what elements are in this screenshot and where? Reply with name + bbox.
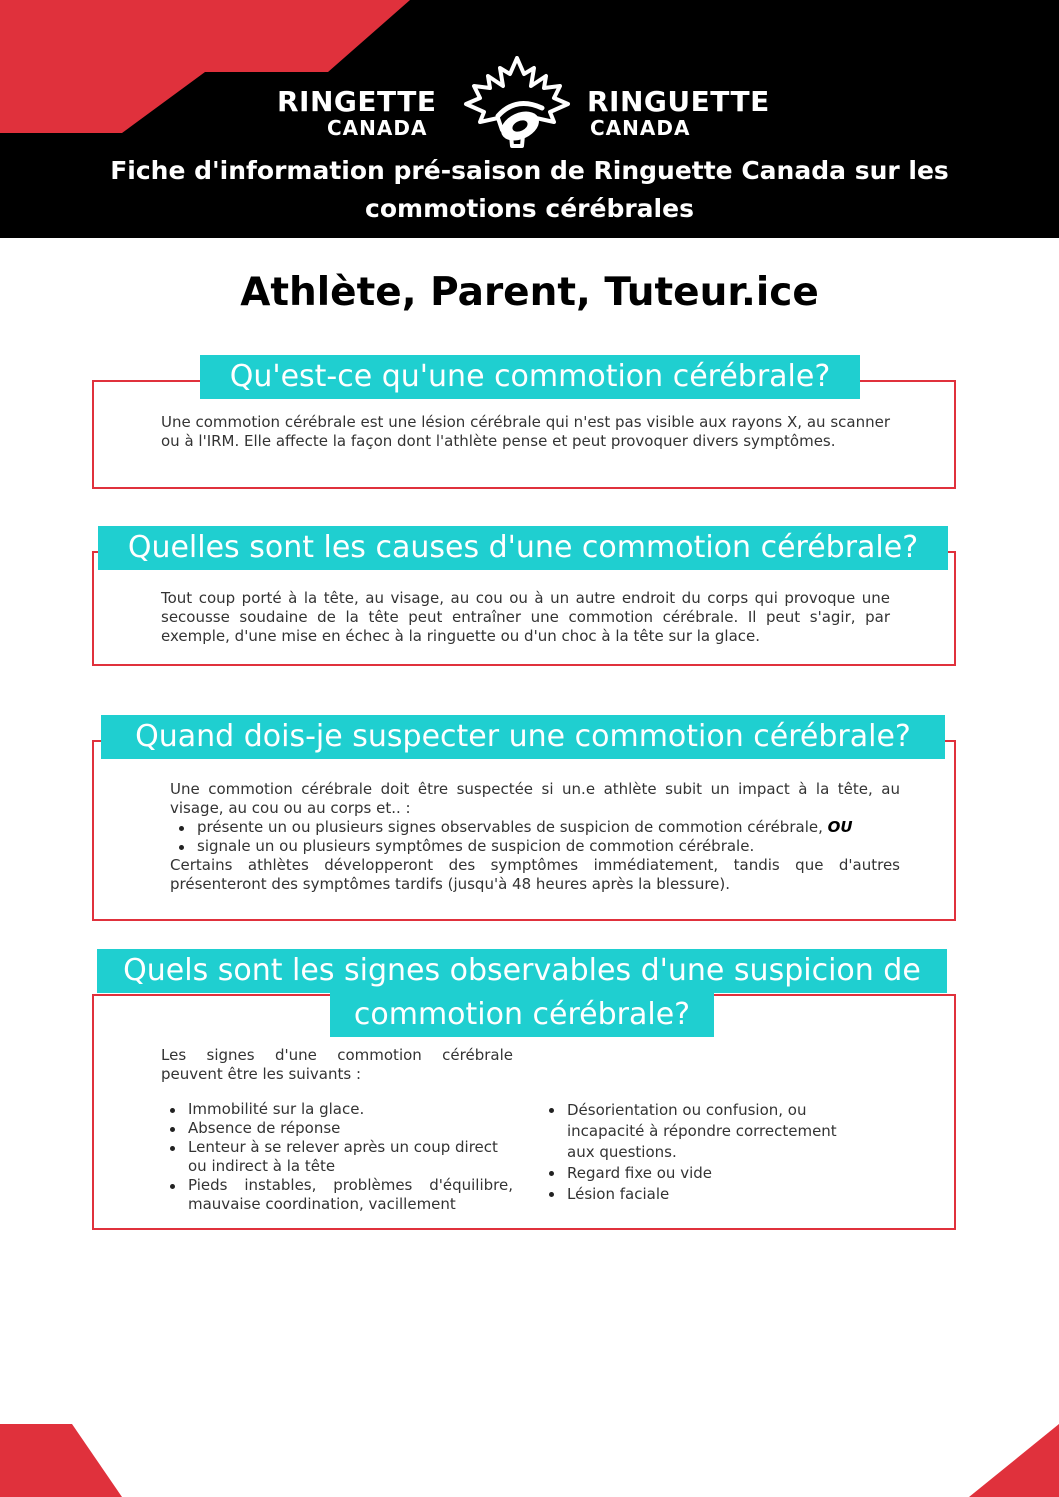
section-signs-intro: Les signes d'une commotion cérébrale peuvent être les suivants : — [161, 1046, 513, 1083]
list-item: Immobilité sur la glace. — [161, 1100, 513, 1119]
list-item: Pieds instables, problèmes d'équilibre, mauvaise coordination, vacillement — [161, 1176, 513, 1214]
emphasis-ou: OU — [827, 818, 853, 836]
list-item: présente un ou plusieurs signes observables de suspicion de commotion cérébrale, OU — [170, 818, 900, 837]
logo-en-line1: RINGETTE — [277, 85, 437, 118]
audience-heading: Athlète, Parent, Tuteur.ice — [240, 270, 819, 315]
section-signs-left-list — [161, 1100, 513, 1214]
logo-en-line2: CANADA — [327, 116, 428, 140]
footer-red-accent-right — [929, 1424, 1059, 1497]
list-item: Lésion faciale — [540, 1184, 860, 1205]
page-header — [0, 0, 1059, 238]
section-when-body — [170, 780, 900, 894]
section-causes-heading: Quelles sont les causes d'une commotion cérébrale? — [98, 526, 948, 570]
logo-fr-line1: RINGUETTE — [587, 85, 770, 118]
footer-red-accent-left — [0, 1424, 122, 1497]
list-item: Absence de réponse — [161, 1119, 513, 1138]
section-signs-heading-line1: Quels sont les signes observables d'une suspicion de — [97, 949, 947, 993]
list-item: signale un ou plusieurs symptômes de suspicion de commotion cérébrale. — [170, 837, 900, 856]
list-item: Désorientation ou confusion, ou incapacité à répondre correctement aux questions. — [540, 1100, 860, 1163]
maple-leaf-ring-icon — [458, 56, 576, 152]
section-signs-right-list — [540, 1100, 860, 1205]
document-title — [0, 152, 1059, 238]
section-what-heading: Qu'est-ce qu'une commotion cérébrale? — [200, 355, 860, 399]
document-title-line2: commotions cérébrales — [365, 194, 694, 223]
section-when-outro: Certains athlètes développeront des symptômes immédiatement, tandis que d'autres présenteront des symptômes tardifs (jusqu'à 48 heures après la blessure). — [170, 856, 900, 893]
section-when-list — [170, 818, 900, 856]
section-when-intro: Une commotion cérébrale doit être suspectée si un.e athlète subit un impact à la tête, au visage, au cou ou au corps et.. : — [170, 780, 900, 817]
section-causes-body: Tout coup porté à la tête, au visage, au cou ou à un autre endroit du corps qui provoque une secousse soudaine de la tête peut entraîner une commotion cérébrale. Il peut s'agir, par exemple, d'une mise en échec à la ringuette ou d'un choc à la tête sur la glace. — [161, 589, 890, 645]
section-what-body: Une commotion cérébrale est une lésion cérébrale qui n'est pas visible aux rayons X, au scanner ou à l'IRM. Elle affecte la façon dont l'athlète pense et peut provoquer divers symptômes. — [161, 413, 890, 450]
section-signs-heading-line2: commotion cérébrale? — [330, 993, 714, 1037]
logo-fr-line2: CANADA — [590, 116, 691, 140]
list-item: Regard fixe ou vide — [540, 1163, 860, 1184]
list-item: Lenteur à se relever après un coup direct ou indirect à la tête — [161, 1138, 513, 1176]
document-title-line1: Fiche d'information pré-saison de Ringuette Canada sur les — [110, 156, 949, 185]
section-when-heading: Quand dois-je suspecter une commotion cérébrale? — [101, 715, 945, 759]
logo — [0, 50, 1059, 150]
